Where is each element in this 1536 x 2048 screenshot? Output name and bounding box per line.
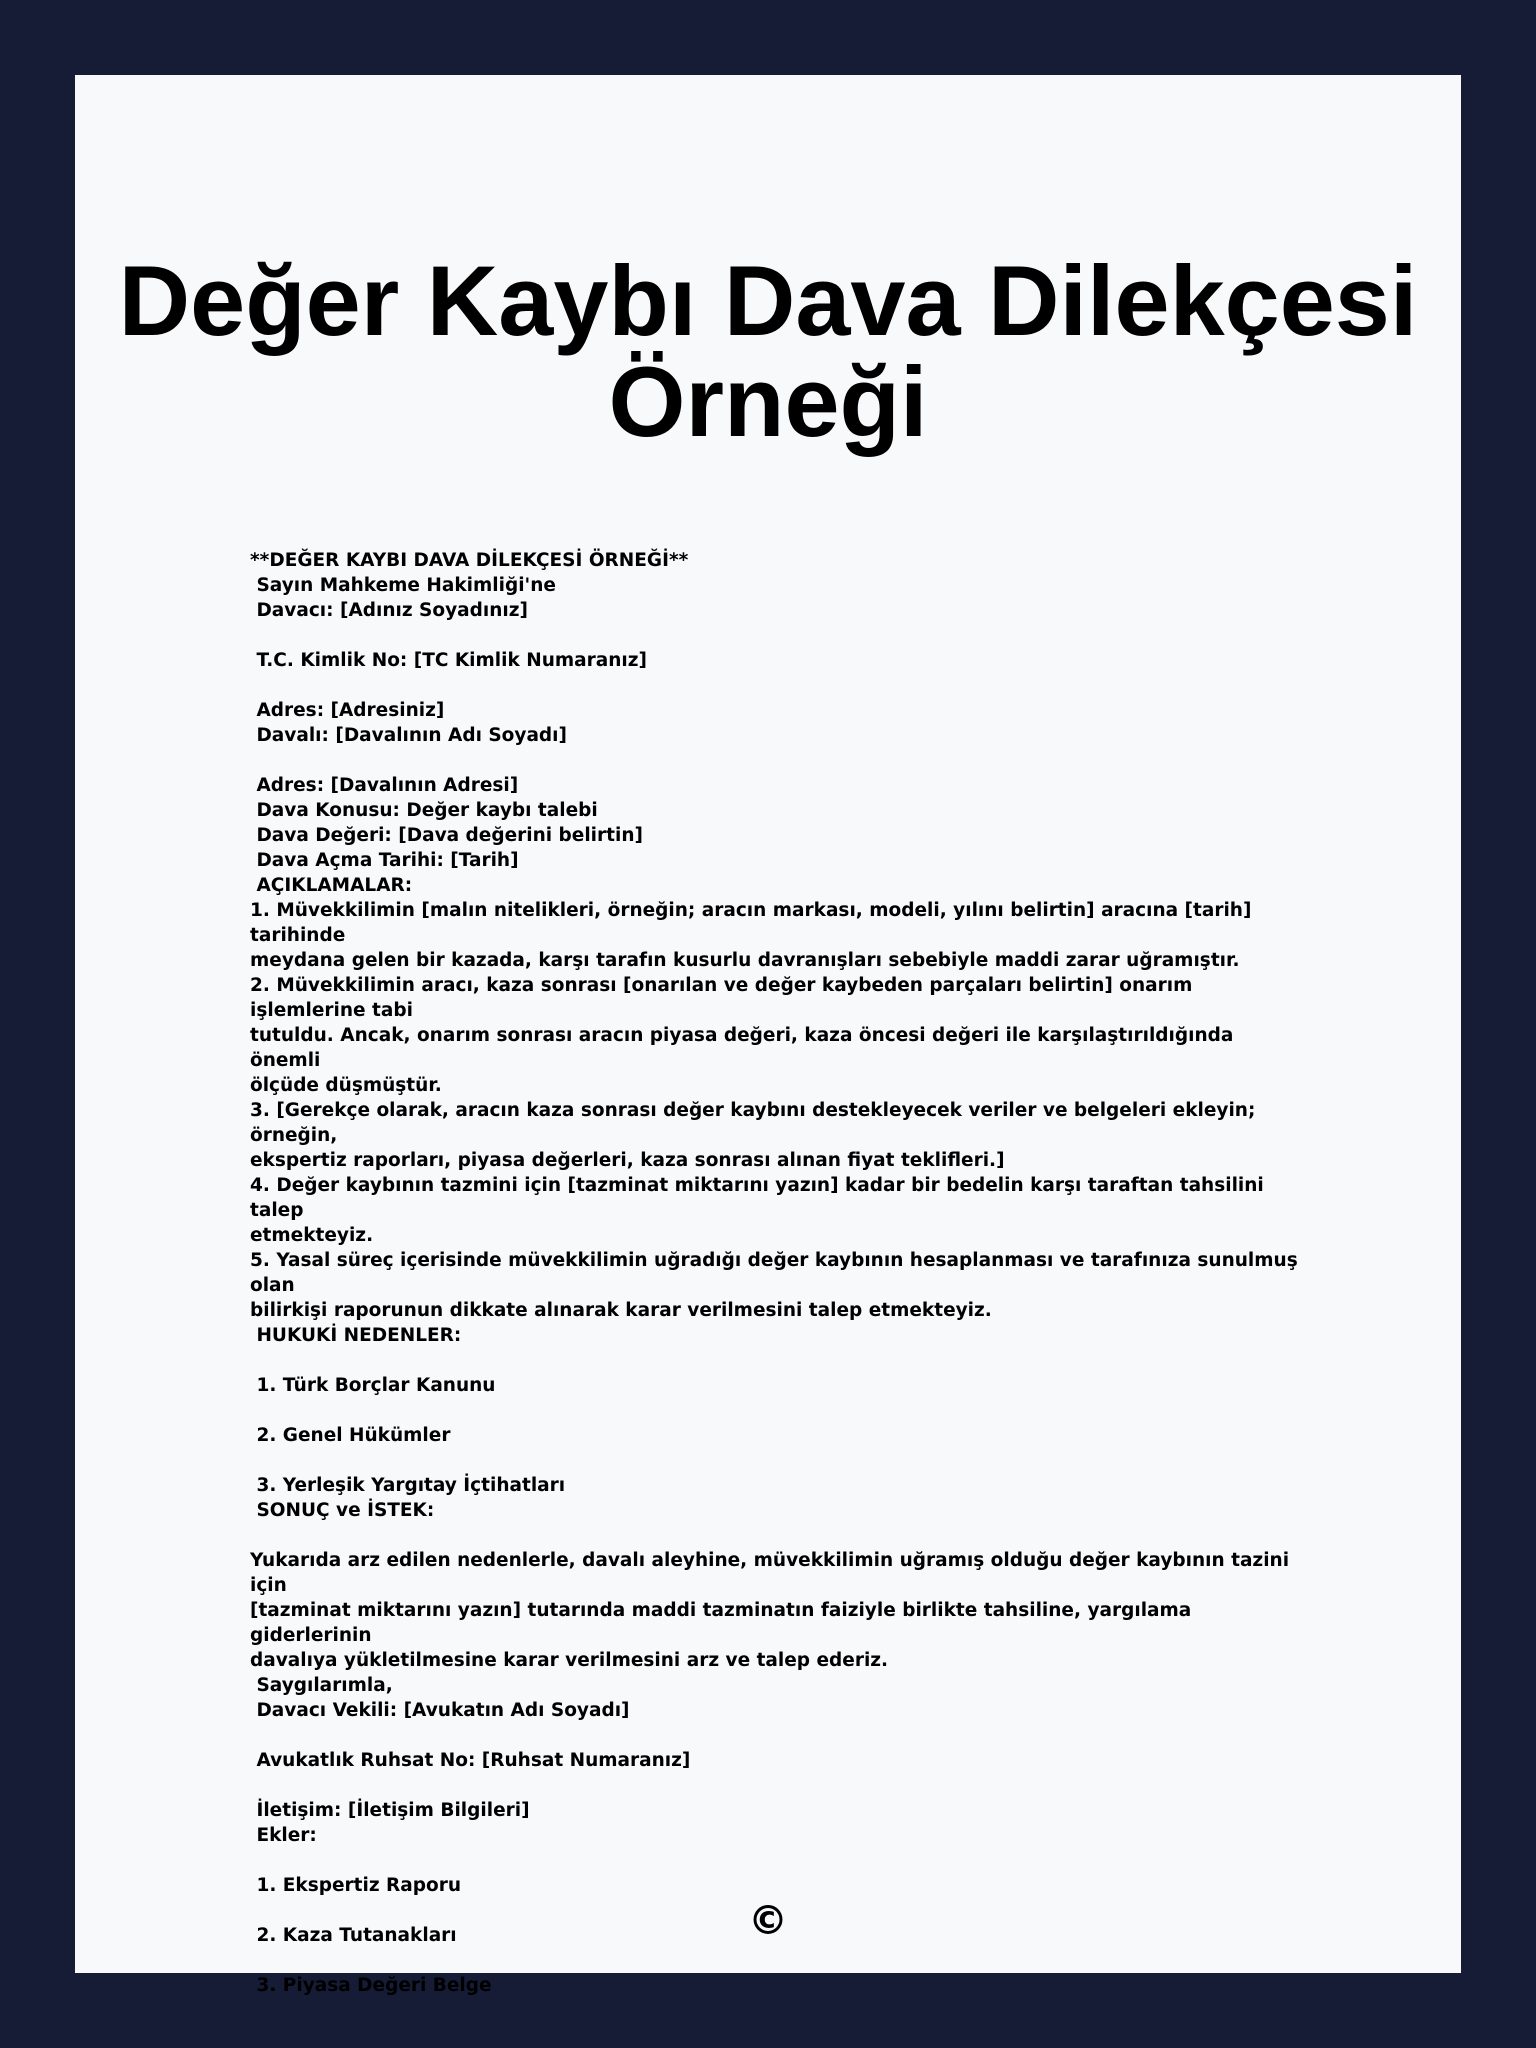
document-line <box>250 1448 1310 1473</box>
document-title <box>75 245 1461 457</box>
document-line: 3. [Gerekçe olarak, aracın kaza sonrası değer kaybını destekleyecek veriler ve belgeleri ekleyin; örneğin, <box>250 1100 1262 1146</box>
document-line: Dava Açma Tarihi: [Tarih] <box>250 850 519 871</box>
document-line: Ekler: <box>250 1825 317 1846</box>
document-line: T.C. Kimlik No: [TC Kimlik Numaranız] <box>250 650 647 671</box>
document-line: Adres: [Davalının Adresi] <box>250 775 519 796</box>
document-line <box>250 1848 1310 1873</box>
document-line <box>250 1948 1310 1973</box>
document-line: Avukatlık Ruhsat No: [Ruhsat Numaranız] <box>250 1750 691 1771</box>
document-line <box>250 1398 1310 1423</box>
document-line: 2. Genel Hükümler <box>250 1425 451 1446</box>
document-line <box>250 623 1310 648</box>
document-line: [tazminat miktarını yazın] tutarında maddi tazminatın faiziyle birlikte tahsiline, yargılama giderlerinin <box>250 1600 1198 1646</box>
document-line: 3. Piyasa Değeri Belge <box>250 1975 492 1996</box>
document-line: etmekteyiz. <box>250 1225 374 1246</box>
document-line <box>250 1523 1310 1548</box>
document-line: 1. Ekspertiz Raporu <box>250 1875 462 1896</box>
document-line: Davacı Vekili: [Avukatın Adı Soyadı] <box>250 1700 630 1721</box>
document-line <box>250 1723 1310 1748</box>
document-line: HUKUKİ NEDENLER: <box>250 1325 462 1346</box>
document-line: Davacı: [Adınız Soyadınız] <box>250 600 528 621</box>
document-line: Saygılarımla, <box>250 1675 393 1696</box>
document-line: 5. Yasal süreç içerisinde müvekkilimin uğradığı değer kaybının hesaplanması ve tarafınıza sunulmuş olan <box>250 1250 1305 1296</box>
document-line: Adres: [Adresiniz] <box>250 700 445 721</box>
document-line: tutuldu. Ancak, onarım sonrası aracın piyasa değeri, kaza öncesi değeri ile karşılaştırıldığında önemli <box>250 1025 1240 1071</box>
document-line: İletişim: [İletişim Bilgileri] <box>250 1800 530 1821</box>
document-title-line-1: Değer Kaybı Dava Dilekçesi <box>118 245 1418 356</box>
document-line: bilirkişi raporunun dikkate alınarak karar verilmesini talep etmekteyiz. <box>250 1300 992 1321</box>
document-body <box>250 548 1310 1998</box>
document-line: 3. Yerleşik Yargıtay İçtihatları <box>250 1475 566 1496</box>
document-line: Sayın Mahkeme Hakimliği'ne <box>250 575 556 596</box>
document-line <box>250 1773 1310 1798</box>
document-line: Davalı: [Davalının Adı Soyadı] <box>250 725 567 746</box>
document-line: ölçüde düşmüştür. <box>250 1075 442 1096</box>
document-line: Yukarıda arz edilen nedenlerle, davalı aleyhine, müvekkilimin uğramış olduğu değer kaybının tazini için <box>250 1550 1296 1596</box>
document-line: **DEĞER KAYBI DAVA DİLEKÇESİ ÖRNEĞİ** <box>250 550 689 571</box>
document-line <box>250 748 1310 773</box>
document-line: ekspertiz raporları, piyasa değerleri, kaza sonrası alınan fiyat teklifleri.] <box>250 1150 1005 1171</box>
document-line: meydana gelen bir kazada, karşı tarafın kusurlu davranışları sebebiyle maddi zarar uğramıştır. <box>250 950 1240 971</box>
document-line: 1. Türk Borçlar Kanunu <box>250 1375 496 1396</box>
copyright-symbol: © <box>748 1898 788 1944</box>
document-line <box>250 673 1310 698</box>
document-line: davalıya yükletilmesine karar verilmesini arz ve talep ederiz. <box>250 1650 889 1671</box>
document-title-line-2: Örneği <box>608 346 928 457</box>
document-line: Dava Değeri: [Dava değerini belirtin] <box>250 825 643 846</box>
document-line: AÇIKLAMALAR: <box>250 875 413 896</box>
document-line: 2. Müvekkilimin aracı, kaza sonrası [onarılan ve değer kaybeden parçaları belirtin] onarım işlemlerine tabi <box>250 975 1199 1021</box>
document-page <box>75 75 1461 1996</box>
document-line: SONUÇ ve İSTEK: <box>250 1500 435 1521</box>
document-line <box>250 1348 1310 1373</box>
document-line: Dava Konusu: Değer kaybı talebi <box>250 800 598 821</box>
document-line: 1. Müvekkilimin [malın nitelikleri, örneğin; aracın markası, modeli, yılını belirtin] aracına [tarih] tarihinde <box>250 900 1258 946</box>
document-line: 2. Kaza Tutanakları <box>250 1925 457 1946</box>
document-line: 4. Değer kaybının tazmini için [tazminat miktarını yazın] kadar bir bedelin karşı taraftan tahsilini talep <box>250 1175 1271 1221</box>
